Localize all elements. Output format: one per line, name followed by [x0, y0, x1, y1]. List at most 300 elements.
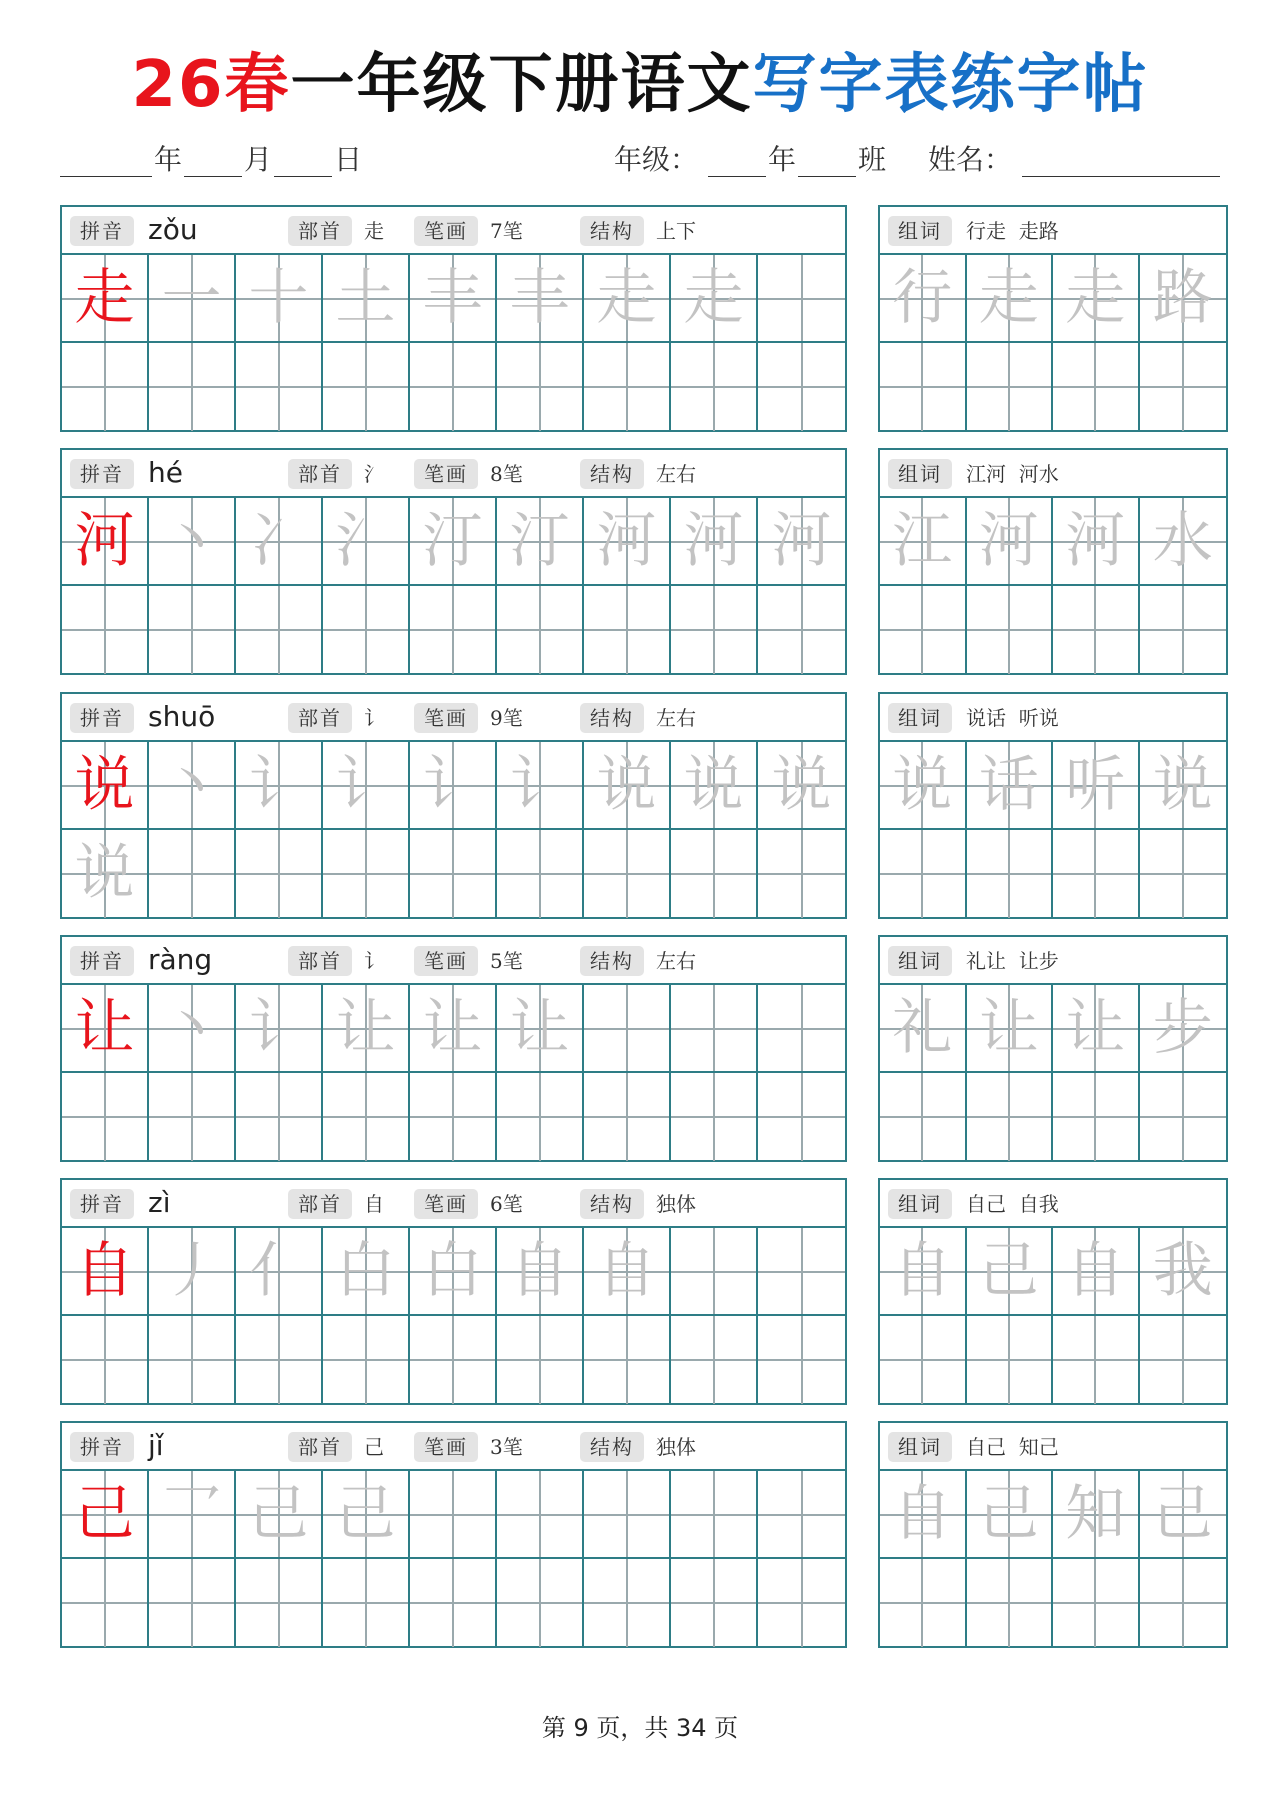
character-info-header — [62, 1423, 845, 1471]
writing-grid-cell[interactable] — [584, 255, 671, 343]
row-divider — [880, 341, 1226, 343]
word-grid-cell[interactable] — [967, 255, 1054, 343]
word-grid-cell[interactable] — [967, 1073, 1054, 1161]
writing-grid-cell[interactable] — [584, 1228, 671, 1316]
trace-word-char: 话 — [978, 750, 1039, 820]
word-grid-cell[interactable] — [880, 1559, 967, 1647]
name-label: 姓名： — [928, 143, 1013, 176]
trace-word-char: 走 — [978, 263, 1039, 333]
writing-grid-cell[interactable] — [236, 255, 323, 343]
word-panel — [878, 692, 1228, 919]
writing-grid-cell[interactable] — [497, 985, 584, 1073]
stroke-order-char: 汀 — [509, 506, 570, 576]
pinyin-value: shuō — [148, 700, 216, 733]
stroke-order-char: 讠 — [335, 750, 396, 820]
word-grid-cell[interactable] — [880, 1471, 967, 1559]
word-grid-cell[interactable] — [1053, 1073, 1140, 1161]
writing-grid-cell[interactable] — [149, 1559, 236, 1647]
grade-label: 年级： — [614, 143, 699, 176]
radical-tag: 部首 — [288, 703, 352, 733]
writing-grid-cell[interactable] — [410, 1471, 497, 1559]
writing-grid-cell[interactable] — [758, 985, 845, 1073]
model-character: 己 — [74, 1479, 135, 1549]
writing-grid-cell[interactable] — [758, 742, 845, 830]
writing-grid-cell[interactable] — [62, 1073, 149, 1161]
stroke-order-char: 讠 — [248, 750, 309, 820]
stroke-order-char: 丿 — [161, 1236, 222, 1306]
trace-word-char: 河 — [1065, 506, 1126, 576]
writing-grid-cell[interactable] — [62, 1559, 149, 1647]
writing-grid-cell[interactable] — [410, 1316, 497, 1404]
word-grid-cell[interactable] — [880, 586, 967, 674]
writing-grid-cell[interactable] — [149, 1073, 236, 1161]
writing-grid-cell[interactable] — [410, 1559, 497, 1647]
writing-grid-cell[interactable] — [410, 498, 497, 586]
word-header — [880, 1180, 1226, 1228]
stroke-order-char: 走 — [683, 263, 744, 333]
writing-grid-cell[interactable] — [149, 1471, 236, 1559]
writing-grid-cell[interactable] — [149, 985, 236, 1073]
stroke-order-char: 自 — [509, 1236, 570, 1306]
writing-grid-cell[interactable] — [497, 1559, 584, 1647]
stroke-order-char: 冫 — [248, 506, 309, 576]
strokes-value: 8笔 — [490, 462, 523, 486]
trace-word-char: 我 — [1152, 1236, 1213, 1306]
writing-grid-cell[interactable] — [236, 498, 323, 586]
word-grid-cell[interactable] — [967, 1471, 1054, 1559]
writing-grid-cell[interactable] — [758, 1228, 845, 1316]
writing-grid-cell[interactable] — [62, 1471, 149, 1559]
word-grid-cell[interactable] — [880, 830, 967, 918]
pinyin-value: zǒu — [148, 213, 198, 246]
pinyin-tag: 拼音 — [70, 1189, 134, 1219]
word-header — [880, 207, 1226, 255]
trace-word-char: 说 — [1152, 750, 1213, 820]
stroke-order-char: 讠 — [509, 750, 570, 820]
row-divider — [880, 828, 1226, 830]
writing-grid-cell[interactable] — [758, 586, 845, 674]
writing-grid-cell[interactable] — [62, 985, 149, 1073]
words-value: 自己 自我 — [966, 1192, 1059, 1216]
character-panel — [60, 205, 847, 432]
writing-grid-cell[interactable] — [497, 498, 584, 586]
writing-grid-cell[interactable] — [410, 255, 497, 343]
writing-grid-cell[interactable] — [236, 985, 323, 1073]
pinyin-tag: 拼音 — [70, 459, 134, 489]
writing-grid-cell[interactable] — [758, 498, 845, 586]
writing-grid-cell[interactable] — [149, 1228, 236, 1316]
word-grid-cell[interactable] — [1053, 343, 1140, 431]
word-grid-cell[interactable] — [880, 985, 967, 1073]
strokes-value: 9笔 — [490, 706, 523, 730]
word-grid-cell[interactable] — [1053, 985, 1140, 1073]
structure-tag: 结构 — [580, 216, 644, 246]
writing-grid-cell[interactable] — [758, 343, 845, 431]
model-character: 河 — [74, 506, 135, 576]
structure-tag: 结构 — [580, 703, 644, 733]
word-grid-cell[interactable] — [967, 830, 1054, 918]
writing-grid-cell[interactable] — [584, 985, 671, 1073]
radical-tag: 部首 — [288, 946, 352, 976]
word-grid-cell[interactable] — [880, 1316, 967, 1404]
radical-tag: 部首 — [288, 216, 352, 246]
word-grid-cell[interactable] — [1140, 255, 1227, 343]
character-panel — [60, 448, 847, 675]
writing-grid-cell[interactable] — [149, 742, 236, 830]
title-grade: 一年级下册语文 — [290, 48, 753, 122]
stroke-order-char: 白 — [335, 1236, 396, 1306]
writing-grid-cell[interactable] — [323, 830, 410, 918]
writing-grid-cell[interactable] — [497, 343, 584, 431]
stroke-order-char: 丶 — [161, 750, 222, 820]
page-footer: 第 9 页，共 34 页 — [541, 1714, 739, 1742]
structure-value: 上下 — [656, 219, 696, 243]
character-info-header — [62, 207, 845, 255]
writing-grid-cell[interactable] — [236, 586, 323, 674]
writing-grid-cell[interactable] — [497, 742, 584, 830]
writing-grid-cell[interactable] — [758, 830, 845, 918]
word-panel — [878, 1421, 1228, 1648]
strokes-tag: 笔画 — [414, 459, 478, 489]
strokes-value: 3笔 — [490, 1435, 523, 1459]
word-grid-cell[interactable] — [1053, 1471, 1140, 1559]
word-grid-cell[interactable] — [1140, 1559, 1227, 1647]
trace-word-char: 自 — [1065, 1236, 1126, 1306]
words-tag: 组词 — [888, 1189, 952, 1219]
word-grid-cell[interactable] — [1140, 586, 1227, 674]
structure-tag: 结构 — [580, 459, 644, 489]
writing-grid-cell[interactable] — [149, 830, 236, 918]
writing-grid-cell[interactable] — [323, 1471, 410, 1559]
writing-grid-cell[interactable] — [671, 985, 758, 1073]
word-grid-cell[interactable] — [1053, 1316, 1140, 1404]
stroke-order-char: 乛 — [161, 1479, 222, 1549]
word-panel — [878, 205, 1228, 432]
pinyin-tag: 拼音 — [70, 946, 134, 976]
writing-grid-cell[interactable] — [410, 1073, 497, 1161]
writing-grid-cell[interactable] — [671, 1073, 758, 1161]
word-grid-cell[interactable] — [967, 343, 1054, 431]
writing-grid-cell[interactable] — [584, 586, 671, 674]
stroke-order-char: 说 — [683, 750, 744, 820]
strokes-tag: 笔画 — [414, 703, 478, 733]
word-grid-cell[interactable] — [1053, 1559, 1140, 1647]
structure-tag: 结构 — [580, 946, 644, 976]
stroke-order-char: 一 — [161, 263, 222, 333]
writing-grid-cell[interactable] — [149, 1316, 236, 1404]
stroke-order-char: 讠 — [422, 750, 483, 820]
writing-grid-cell[interactable] — [497, 830, 584, 918]
stroke-order-char: 氵 — [335, 506, 396, 576]
stroke-order-char: 亻 — [248, 1236, 309, 1306]
word-grid-cell[interactable] — [1053, 255, 1140, 343]
writing-grid-cell[interactable] — [671, 1559, 758, 1647]
writing-grid-cell[interactable] — [236, 1471, 323, 1559]
writing-grid-cell[interactable] — [671, 255, 758, 343]
writing-grid-cell[interactable] — [497, 1228, 584, 1316]
words-tag: 组词 — [888, 946, 952, 976]
word-grid-cell[interactable] — [967, 985, 1054, 1073]
stroke-order-char: 己 — [335, 1479, 396, 1549]
writing-grid-cell[interactable] — [410, 830, 497, 918]
writing-grid-cell[interactable] — [584, 343, 671, 431]
stroke-order-char: 十 — [248, 263, 309, 333]
writing-grid-cell[interactable] — [62, 742, 149, 830]
year-blank[interactable] — [60, 176, 152, 177]
word-panel — [878, 448, 1228, 675]
writing-grid-cell[interactable] — [410, 742, 497, 830]
structure-value: 独体 — [656, 1435, 696, 1459]
writing-grid-cell[interactable] — [584, 1073, 671, 1161]
writing-grid-cell[interactable] — [671, 1471, 758, 1559]
model-character: 说 — [74, 750, 135, 820]
day-label: 日 — [334, 143, 363, 176]
trace-word-char: 自 — [892, 1479, 953, 1549]
row-divider — [62, 1071, 845, 1073]
day-blank[interactable] — [274, 176, 332, 177]
word-grid-cell[interactable] — [1053, 586, 1140, 674]
word-grid-cell[interactable] — [1140, 1073, 1227, 1161]
word-grid-cell[interactable] — [880, 1073, 967, 1161]
title-subject: 写字表练字帖 — [752, 48, 1149, 122]
word-grid-cell[interactable] — [1053, 498, 1140, 586]
trace-word-char: 路 — [1152, 263, 1213, 333]
model-character: 自 — [74, 1236, 135, 1306]
writing-grid-cell[interactable] — [323, 586, 410, 674]
word-grid-cell[interactable] — [1140, 343, 1227, 431]
writing-grid-cell[interactable] — [584, 1316, 671, 1404]
row-divider — [62, 828, 845, 830]
character-panel — [60, 1178, 847, 1405]
trace-word-char: 让 — [1065, 993, 1126, 1063]
writing-grid-cell[interactable] — [62, 830, 149, 918]
writing-grid-cell[interactable] — [410, 1228, 497, 1316]
character-panel — [60, 692, 847, 919]
class-label: 班 — [858, 143, 887, 176]
words-tag: 组词 — [888, 459, 952, 489]
writing-grid-cell[interactable] — [671, 742, 758, 830]
writing-grid-cell[interactable] — [323, 255, 410, 343]
model-character: 走 — [74, 263, 135, 333]
row-divider — [62, 584, 845, 586]
pinyin-value: hé — [148, 456, 183, 489]
stroke-order-char: 讠 — [248, 993, 309, 1063]
word-grid-cell[interactable] — [1053, 742, 1140, 830]
word-grid-cell[interactable] — [1053, 1228, 1140, 1316]
word-grid-cell[interactable] — [967, 1228, 1054, 1316]
writing-grid-cell[interactable] — [497, 1471, 584, 1559]
structure-tag: 结构 — [580, 1432, 644, 1462]
character-info-header — [62, 1180, 845, 1228]
writing-grid-cell[interactable] — [584, 498, 671, 586]
writing-grid-cell[interactable] — [497, 1073, 584, 1161]
stroke-order-char: 走 — [596, 263, 657, 333]
trace-word-char: 步 — [1152, 993, 1213, 1063]
trace-word-char: 礼 — [892, 993, 953, 1063]
word-grid-cell[interactable] — [1140, 498, 1227, 586]
writing-grid-cell[interactable] — [62, 586, 149, 674]
pinyin-tag: 拼音 — [70, 216, 134, 246]
writing-grid-cell[interactable] — [671, 498, 758, 586]
writing-grid-cell[interactable] — [323, 742, 410, 830]
writing-grid-cell[interactable] — [62, 255, 149, 343]
writing-grid-cell[interactable] — [758, 1559, 845, 1647]
word-grid-cell[interactable] — [1140, 830, 1227, 918]
word-grid-cell[interactable] — [1140, 985, 1227, 1073]
class-blank[interactable] — [798, 176, 856, 177]
word-grid-cell[interactable] — [1140, 1228, 1227, 1316]
stroke-order-char: 说 — [771, 750, 832, 820]
words-value: 自己 知己 — [966, 1435, 1059, 1459]
words-tag: 组词 — [888, 216, 952, 246]
trace-word-char: 水 — [1152, 506, 1213, 576]
page-title — [0, 40, 1280, 130]
writing-grid-cell[interactable] — [236, 1073, 323, 1161]
word-grid-cell[interactable] — [1140, 742, 1227, 830]
structure-value: 独体 — [656, 1192, 696, 1216]
writing-grid-cell[interactable] — [149, 255, 236, 343]
writing-grid-cell[interactable] — [671, 1316, 758, 1404]
writing-grid-cell[interactable] — [236, 742, 323, 830]
stroke-order-char: 汀 — [422, 506, 483, 576]
writing-grid-cell[interactable] — [584, 1559, 671, 1647]
strokes-tag: 笔画 — [414, 1432, 478, 1462]
stroke-order-char: 让 — [335, 993, 396, 1063]
word-grid-cell[interactable] — [880, 1228, 967, 1316]
word-grid-cell[interactable] — [967, 1316, 1054, 1404]
name-blank[interactable] — [1022, 176, 1220, 177]
word-header — [880, 694, 1226, 742]
radical-value: 己 — [364, 1435, 384, 1459]
row-divider — [880, 1314, 1226, 1316]
writing-grid-cell[interactable] — [323, 1559, 410, 1647]
writing-grid-cell[interactable] — [323, 498, 410, 586]
word-grid-cell[interactable] — [967, 498, 1054, 586]
words-tag: 组词 — [888, 1432, 952, 1462]
writing-grid-cell[interactable] — [236, 1316, 323, 1404]
word-grid-cell[interactable] — [880, 742, 967, 830]
radical-value: 氵 — [364, 462, 384, 486]
row-divider — [62, 1557, 845, 1559]
structure-value: 左右 — [656, 706, 696, 730]
word-grid-cell[interactable] — [1053, 830, 1140, 918]
grade-blank[interactable] — [708, 176, 766, 177]
pinyin-tag: 拼音 — [70, 703, 134, 733]
writing-grid-cell[interactable] — [410, 343, 497, 431]
stroke-order-char: 说 — [74, 838, 135, 908]
trace-word-char: 行 — [892, 263, 953, 333]
character-info-header — [62, 450, 845, 498]
writing-grid-cell[interactable] — [497, 586, 584, 674]
writing-grid-cell[interactable] — [671, 830, 758, 918]
writing-grid-cell[interactable] — [323, 985, 410, 1073]
writing-grid-cell[interactable] — [236, 343, 323, 431]
word-grid-cell[interactable] — [1140, 1471, 1227, 1559]
year-label: 年 — [154, 143, 183, 176]
writing-grid-cell[interactable] — [758, 1471, 845, 1559]
structure-tag: 结构 — [580, 1189, 644, 1219]
writing-grid-cell[interactable] — [236, 1559, 323, 1647]
writing-grid-cell[interactable] — [323, 1316, 410, 1404]
trace-word-char: 己 — [1152, 1479, 1213, 1549]
stroke-order-char: 自 — [596, 1236, 657, 1306]
writing-grid-cell[interactable] — [62, 1228, 149, 1316]
model-character: 让 — [74, 993, 135, 1063]
word-grid-cell[interactable] — [880, 255, 967, 343]
writing-grid-cell[interactable] — [323, 343, 410, 431]
word-grid-cell[interactable] — [1140, 1316, 1227, 1404]
writing-grid-cell[interactable] — [758, 255, 845, 343]
trace-word-char: 知 — [1065, 1479, 1126, 1549]
writing-grid-cell[interactable] — [236, 1228, 323, 1316]
radical-tag: 部首 — [288, 1189, 352, 1219]
writing-grid-cell[interactable] — [62, 343, 149, 431]
word-grid-cell[interactable] — [880, 498, 967, 586]
writing-grid-cell[interactable] — [323, 1073, 410, 1161]
writing-grid-cell[interactable] — [236, 830, 323, 918]
word-header — [880, 450, 1226, 498]
writing-grid-cell[interactable] — [758, 1073, 845, 1161]
radical-value: 讠 — [364, 949, 384, 973]
grade-year-label: 年 — [768, 143, 797, 176]
writing-grid-cell[interactable] — [149, 343, 236, 431]
trace-word-char: 听 — [1065, 750, 1126, 820]
writing-grid-cell[interactable] — [149, 498, 236, 586]
stroke-order-char: 白 — [422, 1236, 483, 1306]
writing-grid-cell[interactable] — [671, 343, 758, 431]
trace-word-char: 说 — [892, 750, 953, 820]
strokes-value: 6笔 — [490, 1192, 523, 1216]
writing-grid-cell[interactable] — [497, 255, 584, 343]
stroke-order-char: 河 — [771, 506, 832, 576]
trace-word-char: 己 — [978, 1236, 1039, 1306]
writing-grid-cell[interactable] — [584, 830, 671, 918]
structure-value: 左右 — [656, 462, 696, 486]
writing-grid-cell[interactable] — [323, 1228, 410, 1316]
writing-grid-cell[interactable] — [149, 586, 236, 674]
words-value: 说话 听说 — [966, 706, 1059, 730]
trace-word-char: 己 — [978, 1479, 1039, 1549]
stroke-order-char: 说 — [596, 750, 657, 820]
month-blank[interactable] — [184, 176, 242, 177]
trace-word-char: 河 — [978, 506, 1039, 576]
writing-grid-cell[interactable] — [62, 498, 149, 586]
word-grid-cell[interactable] — [880, 343, 967, 431]
writing-grid-cell[interactable] — [758, 1316, 845, 1404]
words-value: 行走 走路 — [966, 219, 1059, 243]
word-grid-cell[interactable] — [967, 742, 1054, 830]
row-divider — [880, 1071, 1226, 1073]
word-grid-cell[interactable] — [967, 586, 1054, 674]
words-tag: 组词 — [888, 703, 952, 733]
stroke-order-char: 丰 — [509, 263, 570, 333]
strokes-tag: 笔画 — [414, 946, 478, 976]
writing-grid-cell[interactable] — [410, 586, 497, 674]
radical-value: 讠 — [364, 706, 384, 730]
word-grid-cell[interactable] — [967, 1559, 1054, 1647]
pinyin-value: jǐ — [148, 1429, 164, 1462]
writing-grid-cell[interactable] — [497, 1316, 584, 1404]
writing-grid-cell[interactable] — [410, 985, 497, 1073]
writing-grid-cell[interactable] — [671, 1228, 758, 1316]
radical-tag: 部首 — [288, 459, 352, 489]
writing-grid-cell[interactable] — [671, 586, 758, 674]
writing-grid-cell[interactable] — [584, 742, 671, 830]
month-label: 月 — [244, 143, 273, 176]
writing-grid-cell[interactable] — [62, 1316, 149, 1404]
writing-grid-cell[interactable] — [584, 1471, 671, 1559]
stroke-order-char: 丶 — [161, 993, 222, 1063]
